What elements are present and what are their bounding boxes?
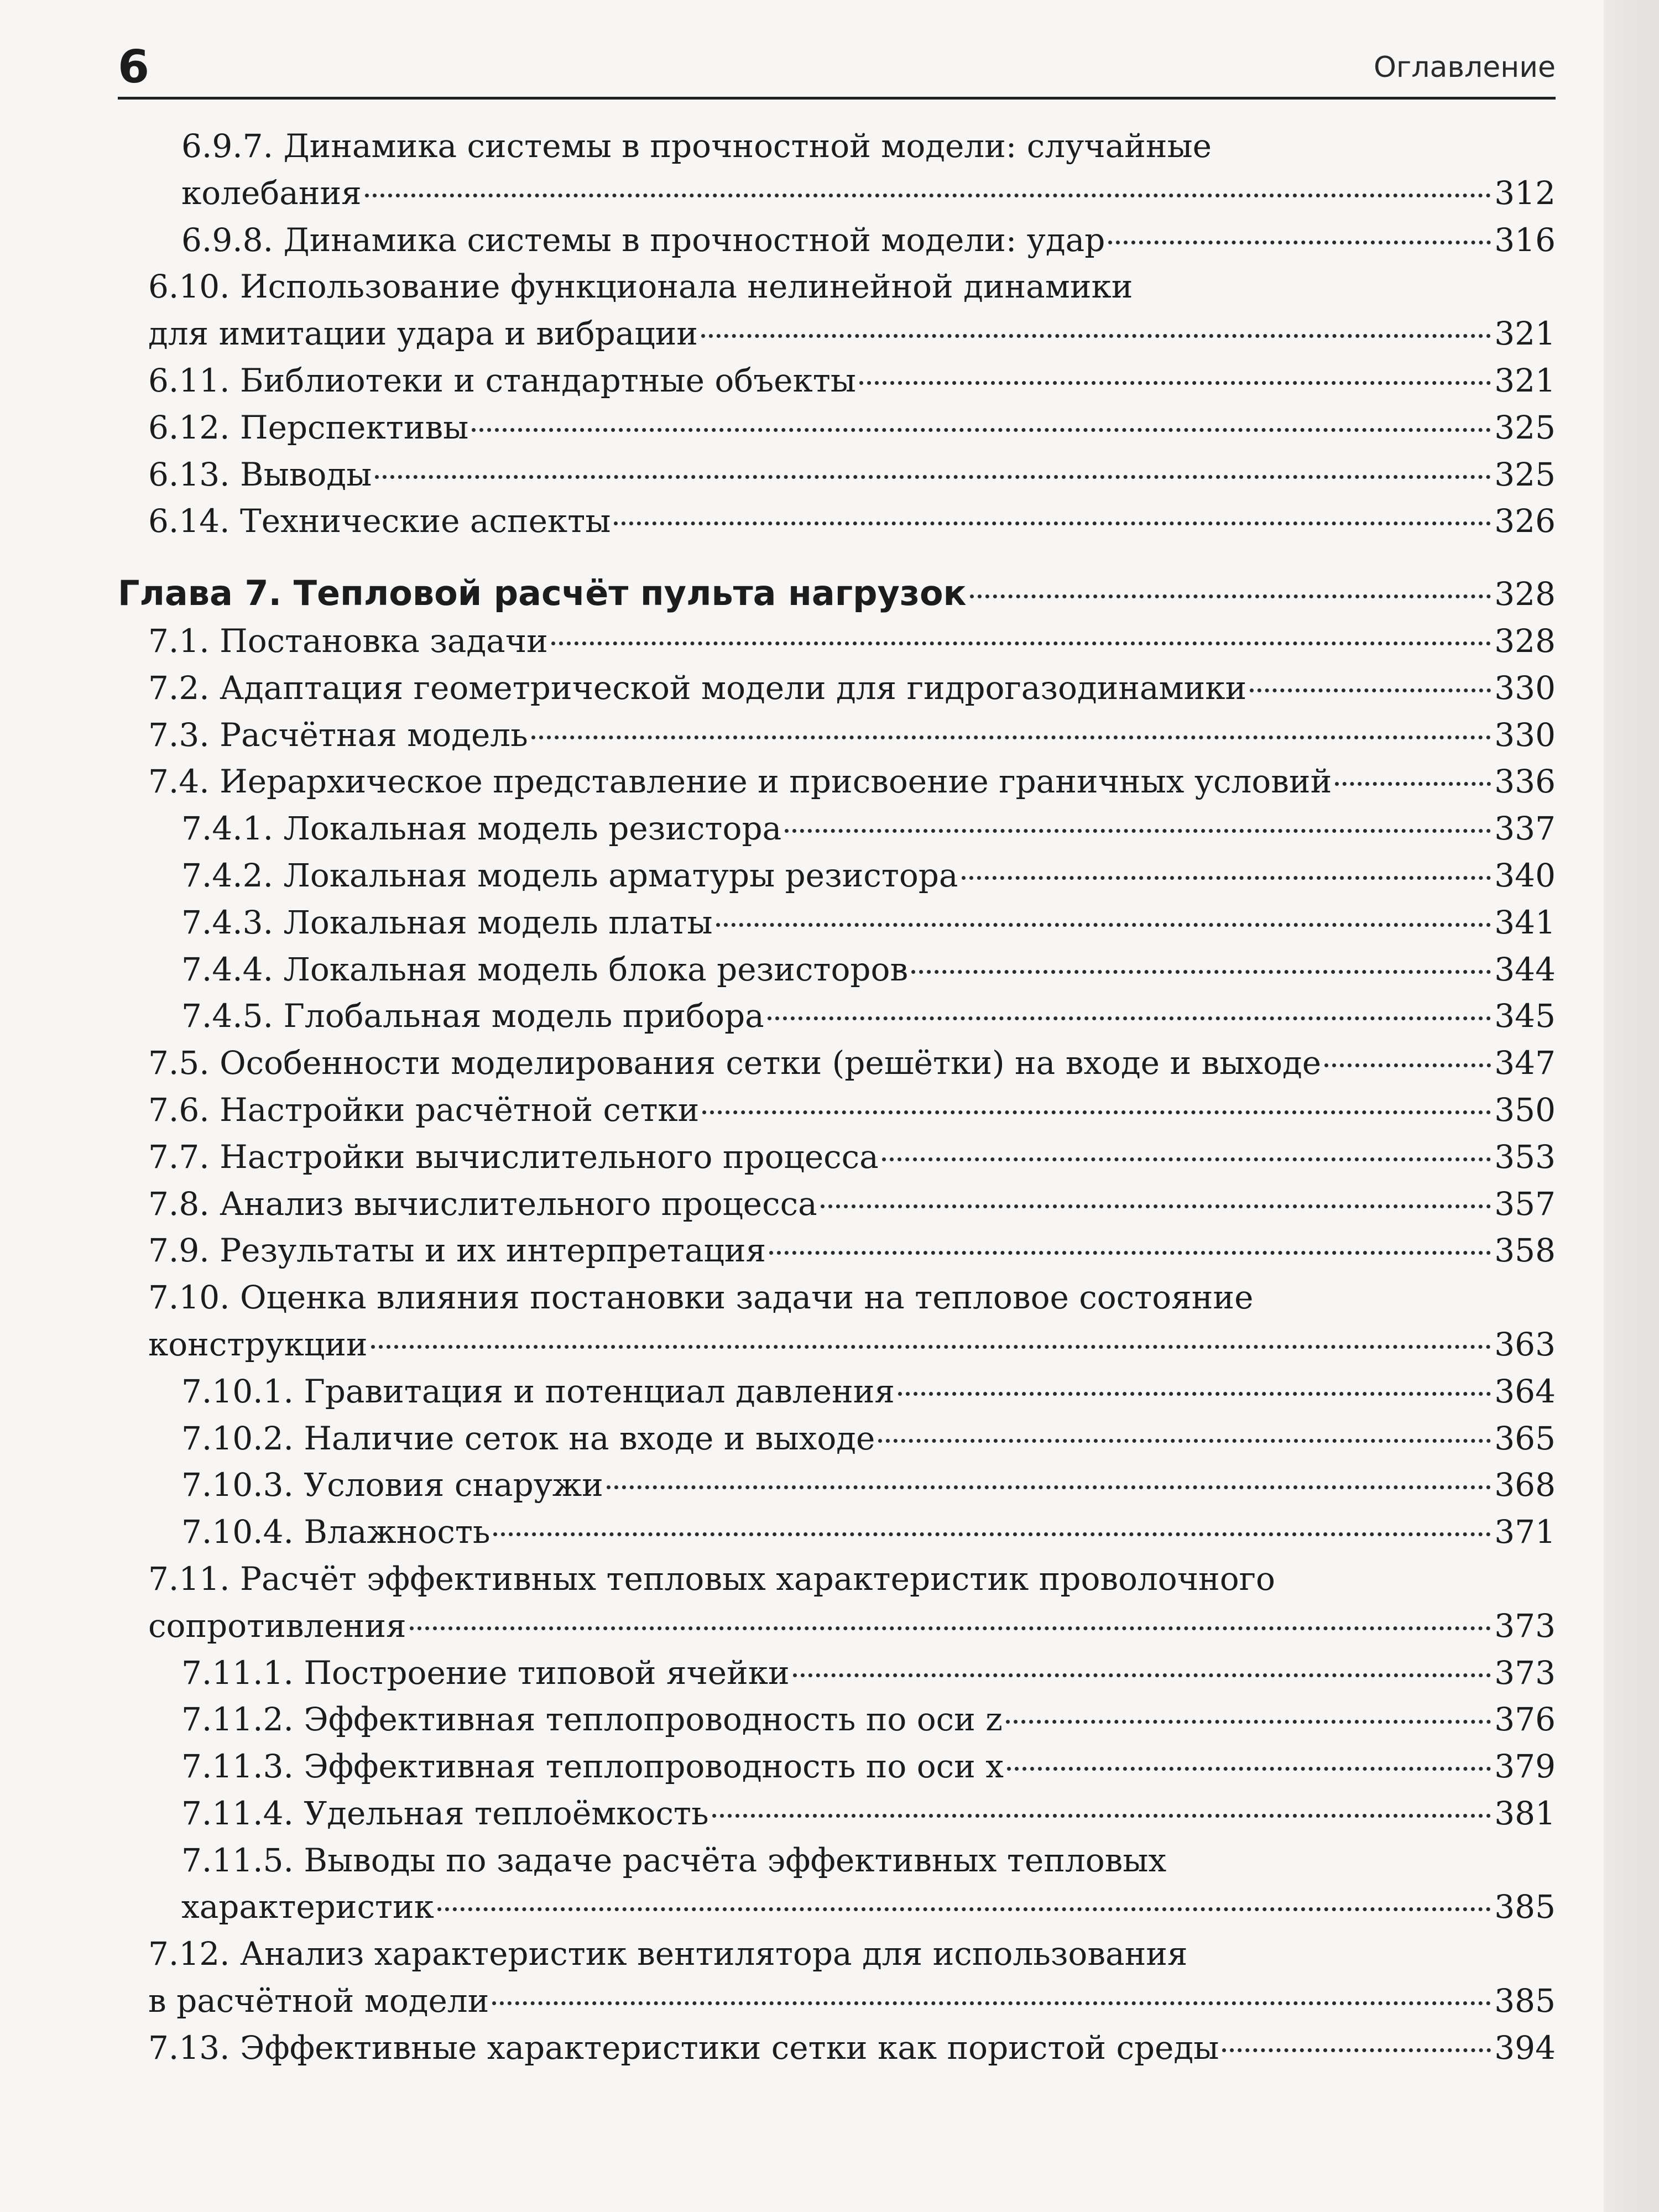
toc-entry-page-number: 340 <box>1494 856 1556 894</box>
toc-entry-line <box>181 170 1556 217</box>
toc-entry-page-number: 371 <box>1494 1513 1556 1551</box>
toc-entry-line <box>148 1556 1556 1603</box>
toc-entry-title: 7.10. Оценка влияния постановки задачи на тепловое состояние <box>148 1279 1254 1317</box>
toc-entry-title: 6.9.7. Динамика системы в прочностной модели: случайные <box>181 127 1212 165</box>
toc-entry-title: для имитации удара и вибрации <box>148 315 698 353</box>
toc-entry-line <box>181 805 1556 852</box>
toc-entry-line <box>148 1087 1556 1134</box>
toc-entry <box>118 1696 1556 1743</box>
toc-entry-page-number: 325 <box>1494 408 1556 446</box>
toc-entry-line <box>148 1978 1556 2025</box>
dot-leader <box>493 1532 1491 1536</box>
dot-leader <box>410 1626 1491 1630</box>
toc-entry-line <box>148 404 1556 451</box>
toc-entry-title: 7.4. Иерархическое представление и присвоение граничных условий <box>148 763 1332 801</box>
toc-entry-title: 7.10.2. Наличие сеток на входе и выходе <box>181 1419 875 1457</box>
dot-leader <box>878 1439 1491 1443</box>
toc-entry-page-number: 394 <box>1494 2028 1556 2067</box>
page-edge <box>1604 0 1659 2212</box>
toc-entry-line <box>148 357 1556 404</box>
dot-leader <box>607 1485 1491 1489</box>
toc-entry-line <box>181 1415 1556 1462</box>
toc-entry-page-number: 357 <box>1494 1185 1556 1223</box>
toc-entry-title: 7.13. Эффективные характеристики сетки как пористой среды <box>148 2028 1219 2067</box>
toc-entry-line <box>181 993 1556 1040</box>
toc-entry-title: Глава 7. Тепловой расчёт пульта нагрузок <box>118 573 967 614</box>
toc-entry-title: сопротивления <box>148 1606 406 1645</box>
toc-entry-title: 7.4.5. Глобальная модель прибора <box>181 997 764 1035</box>
toc-entry-page-number: 365 <box>1494 1419 1556 1457</box>
dot-leader <box>1108 241 1491 244</box>
toc-entry-page-number: 353 <box>1494 1138 1556 1176</box>
toc-entry <box>118 1274 1556 1368</box>
toc-entry-page-number: 368 <box>1494 1466 1556 1504</box>
toc-entry <box>118 993 1556 1040</box>
toc-entry-line <box>148 1274 1556 1321</box>
toc-entry-line <box>148 2025 1556 2072</box>
toc-entry-title: 6.13. Выводы <box>148 455 372 493</box>
dot-leader <box>1222 2048 1491 2052</box>
toc-entry <box>118 1743 1556 1790</box>
toc-entry <box>118 1040 1556 1087</box>
toc-entry-title: 7.3. Расчётная модель <box>148 716 528 754</box>
toc-entry-page-number: 325 <box>1494 455 1556 493</box>
page-number: 6 <box>118 41 150 93</box>
toc-entry <box>118 2025 1556 2072</box>
toc-entry-title: 7.4.3. Локальная модель платы <box>181 903 713 941</box>
toc-entry-title: 7.1. Постановка задачи <box>148 622 548 660</box>
dot-leader <box>1006 1720 1491 1724</box>
toc-entry-line <box>148 618 1556 665</box>
toc-entry <box>118 404 1556 451</box>
toc-entry-page-number: 344 <box>1494 950 1556 988</box>
dot-leader <box>970 594 1491 598</box>
toc-entry-line <box>148 1603 1556 1650</box>
toc-entry <box>118 1790 1556 1837</box>
toc-entry <box>118 1837 1556 1931</box>
toc-entry <box>118 899 1556 946</box>
dot-leader <box>821 1204 1491 1208</box>
dot-leader <box>371 1345 1491 1349</box>
toc-entry-line <box>148 451 1556 498</box>
toc-entry-line <box>148 1134 1556 1181</box>
toc-entry-line <box>148 498 1556 545</box>
toc-entry-line <box>181 1696 1556 1743</box>
dot-leader <box>531 735 1491 739</box>
toc-entry-title: 6.12. Перспективы <box>148 408 469 446</box>
toc-entry-title: 7.4.2. Локальная модель арматуры резистора <box>181 856 958 894</box>
toc-entry-title: 7.10.4. Влажность <box>181 1513 491 1551</box>
toc-entry-page-number: 326 <box>1494 502 1556 540</box>
header-rule <box>118 97 1556 100</box>
toc-entry-line <box>118 570 1556 618</box>
toc-entry-title: 7.5. Особенности моделирования сетки (решётки) на входе и выходе <box>148 1044 1322 1082</box>
dot-leader <box>962 876 1491 880</box>
toc-entry-title: 6.11. Библиотеки и стандартные объекты <box>148 361 856 399</box>
toc-entry-title: 6.9.8. Динамика системы в прочностной модели: удар <box>181 221 1105 259</box>
toc-entry-title: 7.11.4. Удельная теплоёмкость <box>181 1794 709 1832</box>
dot-leader <box>375 475 1491 479</box>
dot-leader <box>768 1016 1491 1020</box>
toc-entry-page-number: 358 <box>1494 1232 1556 1270</box>
toc-entry <box>118 1556 1556 1650</box>
toc-entry-line <box>181 1837 1556 1884</box>
dot-leader <box>911 970 1491 974</box>
toc-entry-title: 6.10. Использование функционала нелинейной динамики <box>148 268 1133 306</box>
toc-entry-page-number: 336 <box>1494 763 1556 801</box>
toc-entry-page-number: 373 <box>1494 1653 1556 1692</box>
toc-entry <box>118 665 1556 712</box>
toc-entry-line <box>148 1181 1556 1228</box>
toc-entry-line <box>181 1462 1556 1509</box>
toc-entry-title: характеристик <box>181 1888 434 1926</box>
dot-leader <box>1250 688 1491 692</box>
toc-entry <box>118 758 1556 805</box>
toc-entry-title: 7.7. Настройки вычислительного процесса <box>148 1138 879 1176</box>
toc-entry-page-number: 328 <box>1494 575 1556 613</box>
toc-entry-line <box>148 1321 1556 1368</box>
toc-entry <box>118 1509 1556 1556</box>
toc-entry-page-number: 381 <box>1494 1794 1556 1832</box>
dot-leader <box>1324 1063 1491 1067</box>
toc-entry <box>118 946 1556 993</box>
toc-entry <box>118 1415 1556 1462</box>
toc-entry-line <box>181 899 1556 946</box>
dot-leader <box>898 1392 1491 1396</box>
toc-entry-page-number: 328 <box>1494 622 1556 660</box>
toc-entry-title: конструкции <box>148 1325 368 1363</box>
toc-entry <box>118 1134 1556 1181</box>
toc-entry <box>118 1462 1556 1509</box>
toc-entry-page-number: 345 <box>1494 997 1556 1035</box>
toc-entry-line <box>181 1743 1556 1790</box>
toc-entry-page-number: 321 <box>1494 315 1556 353</box>
toc-entry-page-number: 376 <box>1494 1700 1556 1739</box>
toc-entry <box>118 852 1556 899</box>
dot-leader <box>785 829 1491 833</box>
toc-entry <box>118 498 1556 545</box>
toc-entry-line <box>181 217 1556 264</box>
dot-leader <box>702 1110 1491 1114</box>
dot-leader <box>614 521 1491 525</box>
toc-entry <box>118 263 1556 357</box>
toc-entry-line <box>148 665 1556 712</box>
toc-entry-title: 7.11.3. Эффективная теплопроводность по оси x <box>181 1747 1004 1786</box>
dot-leader <box>437 1907 1491 1911</box>
dot-leader <box>793 1673 1491 1677</box>
dot-leader <box>701 334 1491 338</box>
toc-entry-line <box>181 1650 1556 1697</box>
toc-entry-title: 7.4.1. Локальная модель резистора <box>181 810 782 848</box>
toc-entry <box>118 451 1556 498</box>
toc-entry-title: 7.8. Анализ вычислительного процесса <box>148 1185 817 1223</box>
toc-entry-line <box>181 123 1556 170</box>
toc-entry-page-number: 364 <box>1494 1372 1556 1410</box>
toc-entry-title: 7.9. Результаты и их интерпретация <box>148 1232 766 1270</box>
toc-entry-title: 7.10.3. Условия снаружи <box>181 1466 603 1504</box>
dot-leader <box>472 428 1491 432</box>
dot-leader <box>712 1814 1491 1818</box>
toc-entry <box>118 357 1556 404</box>
dot-leader <box>769 1251 1491 1255</box>
toc-entry-page-number: 337 <box>1494 810 1556 848</box>
toc-entry-page-number: 363 <box>1494 1325 1556 1363</box>
toc-entry-page-number: 350 <box>1494 1091 1556 1129</box>
toc-entry-line <box>148 1227 1556 1274</box>
toc-entry-title: 6.14. Технические аспекты <box>148 502 611 540</box>
toc-entry-page-number: 316 <box>1494 221 1556 259</box>
toc-entry-title: колебания <box>181 174 362 212</box>
toc-entry-title: в расчётной модели <box>148 1982 489 2020</box>
toc-entry <box>118 1181 1556 1228</box>
toc-entry-page-number: 385 <box>1494 1982 1556 2020</box>
toc-entry <box>118 712 1556 759</box>
toc-entry-line <box>148 1931 1556 1978</box>
dot-leader <box>492 2001 1491 2005</box>
toc-entry-line <box>181 1884 1556 1931</box>
toc-entry <box>118 123 1556 217</box>
toc-entry-title: 7.12. Анализ характеристик вентилятора для использования <box>148 1935 1188 1973</box>
dot-leader <box>882 1157 1491 1161</box>
toc-entry-line <box>148 263 1556 310</box>
toc-entry-title: 7.11. Расчёт эффективных тепловых характеристик проволочного <box>148 1559 1275 1598</box>
toc-entry-line <box>181 946 1556 993</box>
toc-entry-line <box>148 1040 1556 1087</box>
toc-entry-title: 7.10.1. Гравитация и потенциал давления <box>181 1372 895 1410</box>
toc-entry-page-number: 347 <box>1494 1044 1556 1082</box>
toc-entry-line <box>181 1368 1556 1415</box>
toc-entry <box>118 217 1556 264</box>
toc-entry-page-number: 330 <box>1494 669 1556 707</box>
toc-entry-page-number: 373 <box>1494 1606 1556 1645</box>
toc-entry-line <box>148 758 1556 805</box>
toc-entry-page-number: 312 <box>1494 174 1556 212</box>
toc-entry-title: 7.11.2. Эффективная теплопроводность по оси z <box>181 1700 1003 1739</box>
toc-entry-page-number: 385 <box>1494 1888 1556 1926</box>
toc-entry-title: 7.6. Настройки расчётной сетки <box>148 1091 700 1129</box>
toc-entry <box>118 1087 1556 1134</box>
toc-entry <box>118 1227 1556 1274</box>
toc-entry <box>118 618 1556 665</box>
toc-entry-line <box>148 712 1556 759</box>
toc-entry-title: 7.11.5. Выводы по задаче расчёта эффективных тепловых <box>181 1841 1167 1879</box>
dot-leader <box>859 381 1491 385</box>
toc-entry <box>118 1931 1556 2025</box>
toc-entry-title: 7.2. Адаптация геометрической модели для гидрогазодинамики <box>148 669 1247 707</box>
toc-entry-line <box>181 852 1556 899</box>
toc-entry-page-number: 321 <box>1494 361 1556 399</box>
toc-entry-page-number: 330 <box>1494 716 1556 754</box>
toc-entry-page-number: 379 <box>1494 1747 1556 1786</box>
toc-entry <box>118 1650 1556 1697</box>
dot-leader <box>365 194 1491 197</box>
dot-leader <box>716 923 1491 927</box>
toc-entry-line <box>148 310 1556 357</box>
toc-entry-page-number: 341 <box>1494 903 1556 941</box>
toc-chapter-entry <box>118 570 1556 618</box>
dot-leader <box>1335 782 1491 786</box>
toc-entry-title: 7.4.4. Локальная модель блока резисторов <box>181 950 909 988</box>
page-header <box>118 34 1556 101</box>
toc-entry-line <box>181 1509 1556 1556</box>
dot-leader <box>551 641 1491 645</box>
running-title: Оглавление <box>1373 51 1556 84</box>
toc-entry-line <box>181 1790 1556 1837</box>
toc-entry <box>118 1368 1556 1415</box>
table-of-contents <box>118 123 1556 2072</box>
toc-entry <box>118 805 1556 852</box>
dot-leader <box>1007 1767 1491 1771</box>
toc-entry-title: 7.11.1. Построение типовой ячейки <box>181 1653 790 1692</box>
